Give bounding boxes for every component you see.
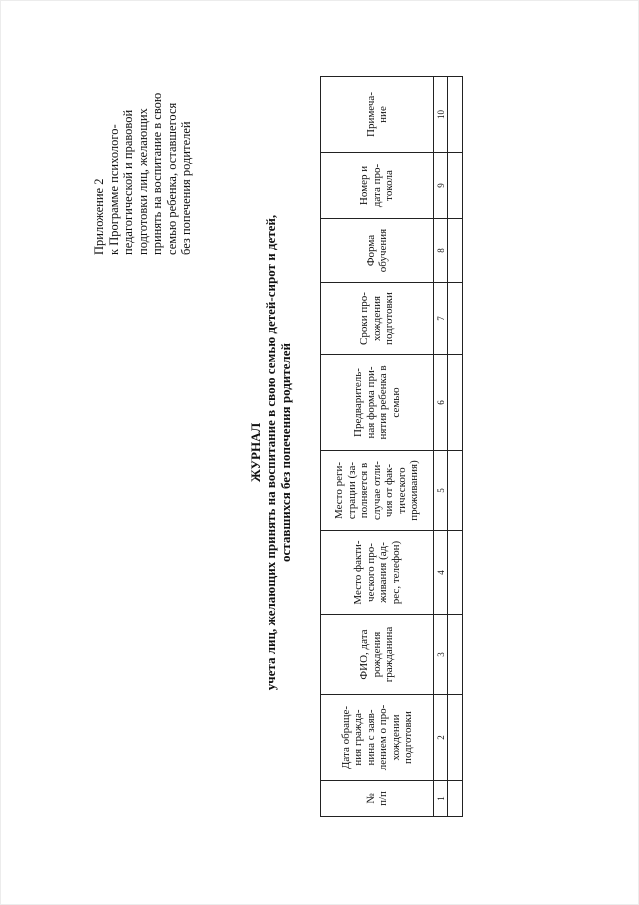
- appendix-line: без попечения родителей: [179, 121, 193, 255]
- header-cell: Примеча- ние: [321, 77, 434, 153]
- header-cell: Дата обраще- ния гражда- нина с заяв- лением о про- хождении подготовки: [321, 695, 434, 781]
- appendix-line: семью ребенка, оставшегося: [164, 102, 179, 255]
- column-number: 3: [434, 615, 448, 695]
- empty-cell: [448, 355, 463, 451]
- appendix-line: педагогической и правовой: [121, 109, 135, 255]
- column-number: 10: [434, 77, 448, 153]
- column-number-row: [434, 77, 448, 817]
- header-cell: ФИО, дата рождения гражданина: [321, 615, 434, 695]
- journal-subtitle-line-2: оставшихся без попечения родителей: [278, 343, 293, 562]
- column-number: 8: [434, 219, 448, 283]
- header-cell: Место реги- страции (за- полняется в случае отли- чия от фак- тического проживания): [321, 451, 434, 531]
- header-row: [321, 77, 434, 817]
- empty-cell: [448, 219, 463, 283]
- appendix-line: подготовки лиц, желающих: [135, 108, 150, 255]
- empty-cell: [448, 283, 463, 355]
- empty-cell: [448, 781, 463, 817]
- empty-cell: [448, 531, 463, 615]
- header-cell: Номер и дата про- токола: [321, 153, 434, 219]
- empty-row: [448, 77, 463, 817]
- header-cell: Предваритель- ная форма при- нятия ребенка в семью: [321, 355, 434, 451]
- column-number: 2: [434, 695, 448, 781]
- header-cell: Форма обучения: [321, 219, 434, 283]
- document-title: [248, 0, 293, 905]
- empty-cell: [448, 615, 463, 695]
- empty-cell: [448, 451, 463, 531]
- header-cell: № п/п: [321, 781, 434, 817]
- empty-cell: [448, 695, 463, 781]
- header-cell: Место факти- ческого про- живания (ад- рес, телефон): [321, 531, 434, 615]
- appendix-line: принять на воспитание в свою: [150, 92, 164, 255]
- column-number: 6: [434, 355, 448, 451]
- journal-table: [320, 76, 463, 817]
- column-number: 1: [434, 781, 448, 817]
- appendix-line: к Программе психолого-: [106, 124, 121, 255]
- appendix-line: Приложение 2: [92, 178, 106, 255]
- journal-title: ЖУРНАЛ: [248, 422, 263, 483]
- column-number: 7: [434, 283, 448, 355]
- empty-cell: [448, 77, 463, 153]
- column-number: 4: [434, 531, 448, 615]
- journal-subtitle-line-1: учета лиц, желающих принять на воспитание в свою семью детей-сирот и детей,: [263, 214, 278, 691]
- empty-cell: [448, 153, 463, 219]
- column-number: 5: [434, 451, 448, 531]
- header-cell: Сроки про- хождения подготовки: [321, 283, 434, 355]
- appendix-note: [92, 55, 194, 255]
- column-number: 9: [434, 153, 448, 219]
